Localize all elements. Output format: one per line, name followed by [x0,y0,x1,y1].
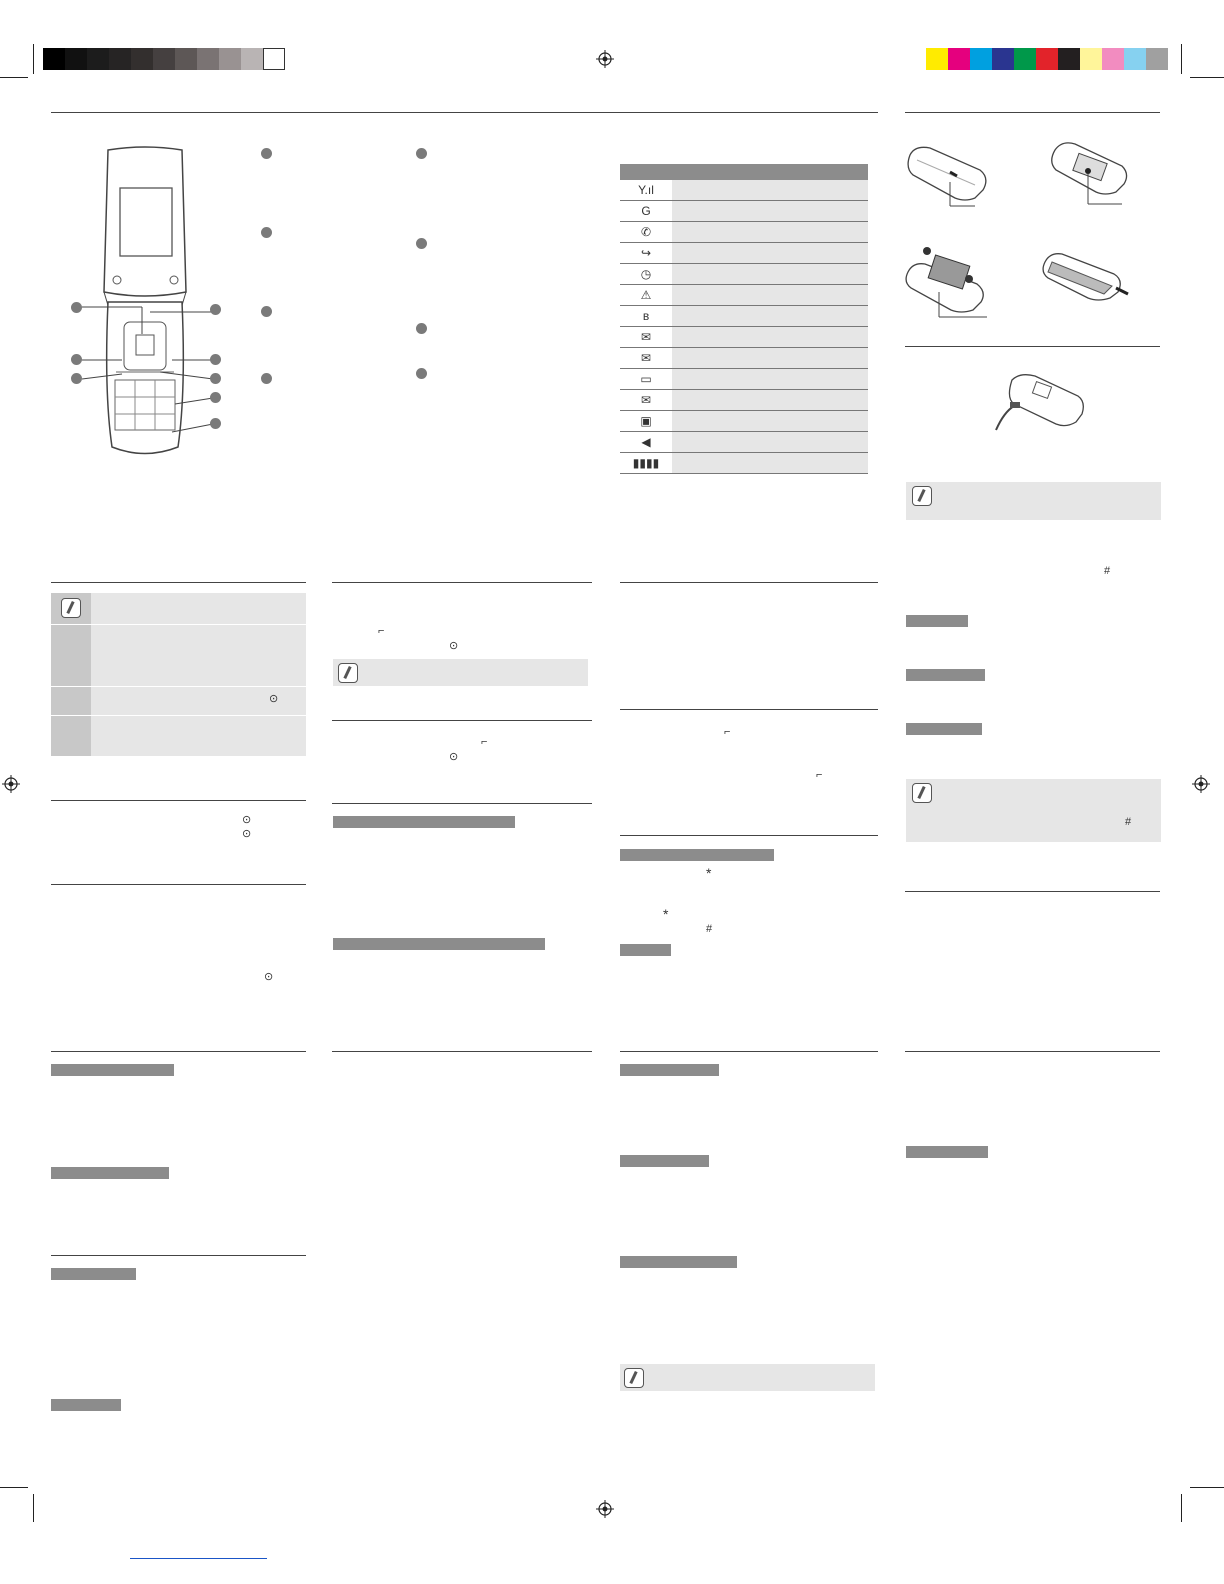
silent-profile-icon: ◀ [620,432,672,453]
key-table-row [51,593,306,624]
section-rule [620,709,878,710]
key-callout [261,373,272,384]
section-rule [332,803,592,804]
key-table-label-cell [51,625,91,686]
gray-swatch [175,48,197,70]
subheading-bar [51,1167,169,1179]
status-icon-table [620,164,868,474]
color-swatch [1036,48,1058,70]
color-swatch [1124,48,1146,70]
subheading-bar [620,849,774,861]
gray-swatch [131,48,153,70]
gray-swatch [153,48,175,70]
icon-table-row [620,306,868,327]
gray-swatch [197,48,219,70]
key-table-row [51,716,306,756]
phone-diagram [60,142,230,462]
diagram-callout [210,304,221,315]
battery-icon: ▮▮▮▮ [620,453,672,474]
end-key-icon: ⊙ [242,828,252,840]
icon-table-header [620,164,868,180]
alarm-icon: ◷ [620,264,672,285]
subheading-bar [906,615,968,627]
icon-table-row [620,264,868,285]
icon-table-row [620,201,868,222]
diagram-callout [210,354,221,365]
new-email-icon: ✉ [620,348,672,369]
new-mms-icon: ✉ [620,390,672,411]
section-rule [620,582,878,583]
subheading-bar [51,1268,136,1280]
subheading-bar [333,938,545,950]
voice-mail-icon: ▭ [620,369,672,390]
section-rule [51,884,306,885]
color-swatch [1014,48,1036,70]
key-callout [261,306,272,317]
subheading-bar [333,816,515,828]
section-rule [51,112,878,113]
gray-swatch [43,48,65,70]
gray-swatch [65,48,87,70]
section-rule [332,1051,592,1052]
section-rule [51,1255,306,1256]
color-swatch [1146,48,1168,70]
softkey-icon: ⌐ [378,625,385,637]
registration-mark-icon [2,775,20,793]
softkey-icon: ⌐ [481,736,488,748]
hyperlink-underline[interactable] [130,1558,267,1559]
section-rule [51,582,306,583]
registration-mark-icon [596,1500,614,1518]
color-swatch [948,48,970,70]
crop-mark [1190,1487,1224,1488]
color-swatch [1102,48,1124,70]
icon-table-row [620,390,868,411]
sim-card-insert-illustration [1050,138,1130,210]
end-key-icon: ⊙ [269,693,279,705]
section-rule [905,1051,1160,1052]
gprs-icon: G [620,201,672,222]
gray-swatch [219,48,241,70]
battery-cover-replace-illustration [1040,244,1130,306]
memory-card-icon: ▣ [620,411,672,432]
note-box [333,659,588,686]
key-table-row [51,625,306,686]
section-rule [620,835,878,836]
key-callout [416,368,427,379]
section-rule [51,1051,306,1052]
hash-key-icon: # [1104,565,1111,577]
diagram-callout [210,418,221,429]
diagram-callout [71,354,82,365]
section-rule [332,720,592,721]
color-swatch [992,48,1014,70]
crop-mark [1181,1494,1182,1522]
star-key-icon: * [663,906,669,922]
subheading-bar [620,1064,719,1076]
color-swatch [970,48,992,70]
section-rule [620,1051,878,1052]
note-box [906,482,1161,520]
note-box [620,1364,875,1391]
end-key-icon: ⊙ [449,751,459,763]
registration-mark-icon [1192,775,1210,793]
crop-mark [0,77,28,78]
icon-table-row [620,327,868,348]
note-icon [338,663,358,683]
key-callout [416,323,427,334]
diagram-callout [210,373,221,384]
gray-swatch [109,48,131,70]
diagram-callout [71,373,82,384]
note-box [906,779,1161,842]
hash-key-icon: # [1125,816,1132,828]
icon-table-row [620,411,868,432]
roaming-icon: ⚠ [620,285,672,306]
signal-strength-icon: Y.ıl [620,180,672,201]
gray-swatch [87,48,109,70]
crop-mark [1181,44,1182,74]
icon-table-row [620,222,868,243]
key-table-label-cell [51,687,91,715]
call-diverting-icon: ↪ [620,243,672,264]
crop-mark [0,1487,28,1488]
crop-mark [33,1494,34,1522]
icon-table-row [620,285,868,306]
color-swatch [1080,48,1102,70]
softkey-icon: ⌐ [816,769,823,781]
icon-table-row [620,243,868,264]
icon-table-row [620,369,868,390]
subheading-bar [906,669,985,681]
note-icon [912,486,932,506]
battery-cover-removal-illustration [905,140,995,210]
key-table-row [51,687,306,715]
key-callout [416,238,427,249]
gray-swatch [263,48,285,70]
note-icon [912,783,932,803]
battery-insert-illustration [903,244,991,322]
crop-mark [33,44,34,74]
key-callout [416,148,427,159]
new-message-icon: ✉ [620,327,672,348]
note-icon [61,598,81,618]
icon-table-row [620,453,868,474]
star-key-icon: * [706,865,712,881]
icon-table-row [620,348,868,369]
diagram-callout [71,302,82,313]
gray-swatch [241,48,263,70]
hash-key-icon: # [706,923,713,935]
section-rule [905,346,1160,347]
crop-mark [1190,77,1224,78]
note-icon [624,1368,644,1388]
key-table-label-cell [51,716,91,756]
subheading-bar [51,1064,174,1076]
section-rule [905,112,1160,113]
end-key-icon: ⊙ [242,814,252,826]
section-rule [905,891,1160,892]
subheading-bar [620,944,671,956]
key-callout [261,227,272,238]
subheading-bar [620,1256,737,1268]
call-in-progress-icon: ✆ [620,222,672,243]
icon-table-row [620,432,868,453]
diagram-callout [210,392,221,403]
subheading-bar [51,1399,121,1411]
bluetooth-icon: ʙ [620,306,672,327]
key-callout [261,148,272,159]
color-swatch [1058,48,1080,70]
section-rule [51,800,306,801]
subheading-bar [620,1155,709,1167]
registration-mark-icon [596,50,614,68]
icon-table-row [620,180,868,201]
section-rule [332,582,592,583]
color-swatch [926,48,948,70]
end-key-icon: ⊙ [449,640,459,652]
subheading-bar [906,723,982,735]
end-key-icon: ⊙ [264,971,274,983]
subheading-bar [906,1146,988,1158]
softkey-icon: ⌐ [724,726,731,738]
charger-connect-illustration [990,370,1090,436]
